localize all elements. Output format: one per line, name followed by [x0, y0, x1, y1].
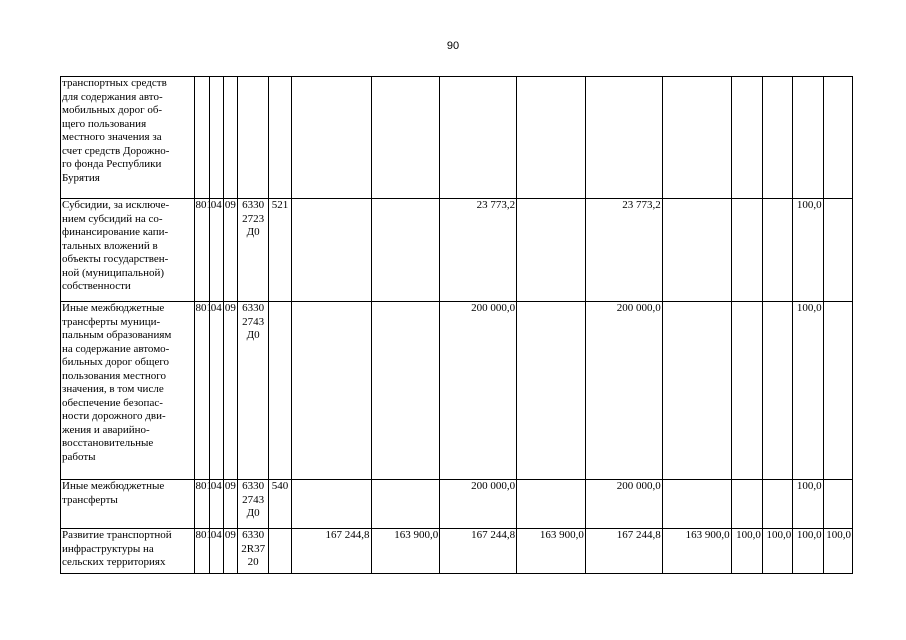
rz-cell — [209, 77, 223, 199]
value-cell — [662, 199, 731, 302]
percent-cell — [731, 302, 762, 480]
row-name-cell — [61, 302, 195, 480]
csr-line: 6330 — [242, 302, 265, 314]
value-cell — [291, 480, 371, 529]
percent-cell: 100,0 — [793, 199, 823, 302]
value-cell: 167 244,8 — [440, 529, 517, 574]
csr-line: 2R37 — [241, 542, 266, 555]
value-cell — [291, 302, 371, 480]
csr-line: 2723 — [242, 212, 265, 225]
row-name-cell — [61, 77, 195, 199]
row-name-line: обеспечение безопас- — [62, 396, 163, 409]
csr-cell — [238, 480, 269, 529]
percent-cell — [731, 77, 762, 199]
pr-cell: 09 — [223, 302, 237, 480]
row-name-line: счет средств Дорожно- — [62, 144, 170, 157]
value-cell — [662, 77, 731, 199]
value-cell — [291, 199, 371, 302]
row-name-line: инфраструктуры на — [62, 542, 154, 555]
value-cell: 23 773,2 — [440, 199, 517, 302]
row-name-cell — [61, 529, 195, 574]
row-name-line: транспортных средств — [62, 77, 167, 89]
table-row — [61, 199, 853, 302]
percent-cell — [823, 199, 852, 302]
csr-line: 6330 — [242, 480, 265, 492]
ved-cell: 801 — [194, 302, 209, 480]
value-cell — [662, 480, 731, 529]
rz-cell: 04 — [209, 199, 223, 302]
percent-cell — [731, 199, 762, 302]
row-name-line: жения и аварийно- — [62, 423, 150, 436]
csr-line: 6330 — [242, 529, 265, 541]
row-name-line: нием субсидий на со- — [62, 212, 163, 225]
table-row — [61, 480, 853, 529]
percent-cell — [793, 77, 823, 199]
row-name-line: собственности — [62, 280, 131, 292]
row-name-line: тальных вложений в — [62, 239, 158, 252]
percent-cell: 100,0 — [731, 529, 762, 574]
row-name-line: щего пользования — [62, 117, 147, 130]
value-cell — [517, 302, 586, 480]
row-name-line: объекты государствен- — [62, 253, 169, 265]
value-cell — [291, 77, 371, 199]
value-cell — [517, 199, 586, 302]
row-name-line: мобильных дорог об- — [62, 104, 163, 116]
csr-line: 6330 — [242, 199, 265, 211]
row-name-line: сельских территориях — [62, 556, 166, 568]
csr-line: 2743 — [242, 315, 265, 328]
value-cell — [517, 480, 586, 529]
csr-line: 20 — [247, 556, 259, 568]
csr-cell — [238, 77, 269, 199]
row-name-line: пользования местного — [62, 369, 166, 382]
row-name-cell — [61, 480, 195, 529]
row-name-line: го фонда Республики — [62, 158, 162, 170]
vr-cell — [269, 302, 291, 480]
csr-line: Д0 — [246, 507, 260, 519]
row-name-line: Субсидии, за исключе- — [62, 199, 170, 211]
value-cell: 167 244,8 — [585, 529, 662, 574]
value-cell — [440, 77, 517, 199]
percent-cell — [762, 480, 792, 529]
vr-cell: 540 — [269, 480, 291, 529]
ved-cell: 801 — [194, 480, 209, 529]
row-name-line: ности дорожного дви- — [62, 410, 166, 422]
csr-line: Д0 — [246, 226, 260, 238]
value-cell: 163 900,0 — [662, 529, 731, 574]
value-cell — [371, 199, 440, 302]
row-name-line: Иные межбюджетные — [62, 480, 165, 492]
percent-cell: 100,0 — [793, 302, 823, 480]
row-name-line: на содержание автомо- — [62, 342, 170, 355]
value-cell — [371, 480, 440, 529]
value-cell — [517, 77, 586, 199]
row-name-line: Иные межбюджетные — [62, 302, 165, 314]
percent-cell — [762, 199, 792, 302]
row-name-line: работы — [62, 450, 96, 463]
value-cell: 23 773,2 — [585, 199, 662, 302]
table-row — [61, 302, 853, 480]
rz-cell: 04 — [209, 529, 223, 574]
row-name-line: трансферты муници- — [62, 315, 161, 328]
value-cell: 200 000,0 — [585, 302, 662, 480]
budget-table — [60, 76, 853, 574]
row-name-line: для содержания авто- — [62, 90, 163, 103]
value-cell: 200 000,0 — [585, 480, 662, 529]
row-name-line: ной (муниципальной) — [62, 266, 165, 279]
pr-cell: 09 — [223, 529, 237, 574]
value-cell — [371, 302, 440, 480]
value-cell: 163 900,0 — [517, 529, 586, 574]
row-name-line: восстановительные — [62, 437, 154, 449]
pr-cell — [223, 77, 237, 199]
value-cell — [371, 77, 440, 199]
ved-cell — [194, 77, 209, 199]
vr-cell — [269, 77, 291, 199]
csr-cell — [238, 199, 269, 302]
percent-cell — [762, 77, 792, 199]
percent-cell: 100,0 — [793, 480, 823, 529]
table-row — [61, 529, 853, 574]
percent-cell — [762, 302, 792, 480]
row-name-line: пальным образованиям — [62, 329, 172, 341]
table-row — [61, 77, 853, 199]
value-cell — [585, 77, 662, 199]
row-name-line: трансферты — [62, 493, 118, 506]
ved-cell: 801 — [194, 199, 209, 302]
ved-cell: 801 — [194, 529, 209, 574]
vr-cell — [269, 529, 291, 574]
row-name-line: Развитие транспортной — [62, 529, 172, 541]
value-cell: 200 000,0 — [440, 302, 517, 480]
percent-cell: 100,0 — [793, 529, 823, 574]
value-cell: 163 900,0 — [371, 529, 440, 574]
pr-cell: 09 — [223, 199, 237, 302]
rz-cell: 04 — [209, 480, 223, 529]
row-name-line: Бурятия — [62, 171, 100, 184]
row-name-line: финансирование капи- — [62, 226, 169, 238]
pr-cell: 09 — [223, 480, 237, 529]
csr-cell — [238, 302, 269, 480]
rz-cell: 04 — [209, 302, 223, 480]
percent-cell — [823, 480, 852, 529]
percent-cell: 100,0 — [823, 529, 852, 574]
csr-line: Д0 — [246, 329, 260, 341]
percent-cell — [823, 302, 852, 480]
percent-cell: 100,0 — [762, 529, 792, 574]
value-cell — [662, 302, 731, 480]
row-name-line: значения, в том числе — [62, 383, 164, 395]
row-name-cell — [61, 199, 195, 302]
value-cell: 200 000,0 — [440, 480, 517, 529]
page-number: 90 — [446, 40, 460, 52]
csr-line: 2743 — [242, 493, 265, 506]
csr-cell — [238, 529, 269, 574]
percent-cell — [731, 480, 762, 529]
row-name-line: местного значения за — [62, 131, 162, 143]
value-cell: 167 244,8 — [291, 529, 371, 574]
vr-cell: 521 — [269, 199, 291, 302]
percent-cell — [823, 77, 852, 199]
row-name-line: бильных дорог общего — [62, 356, 170, 368]
